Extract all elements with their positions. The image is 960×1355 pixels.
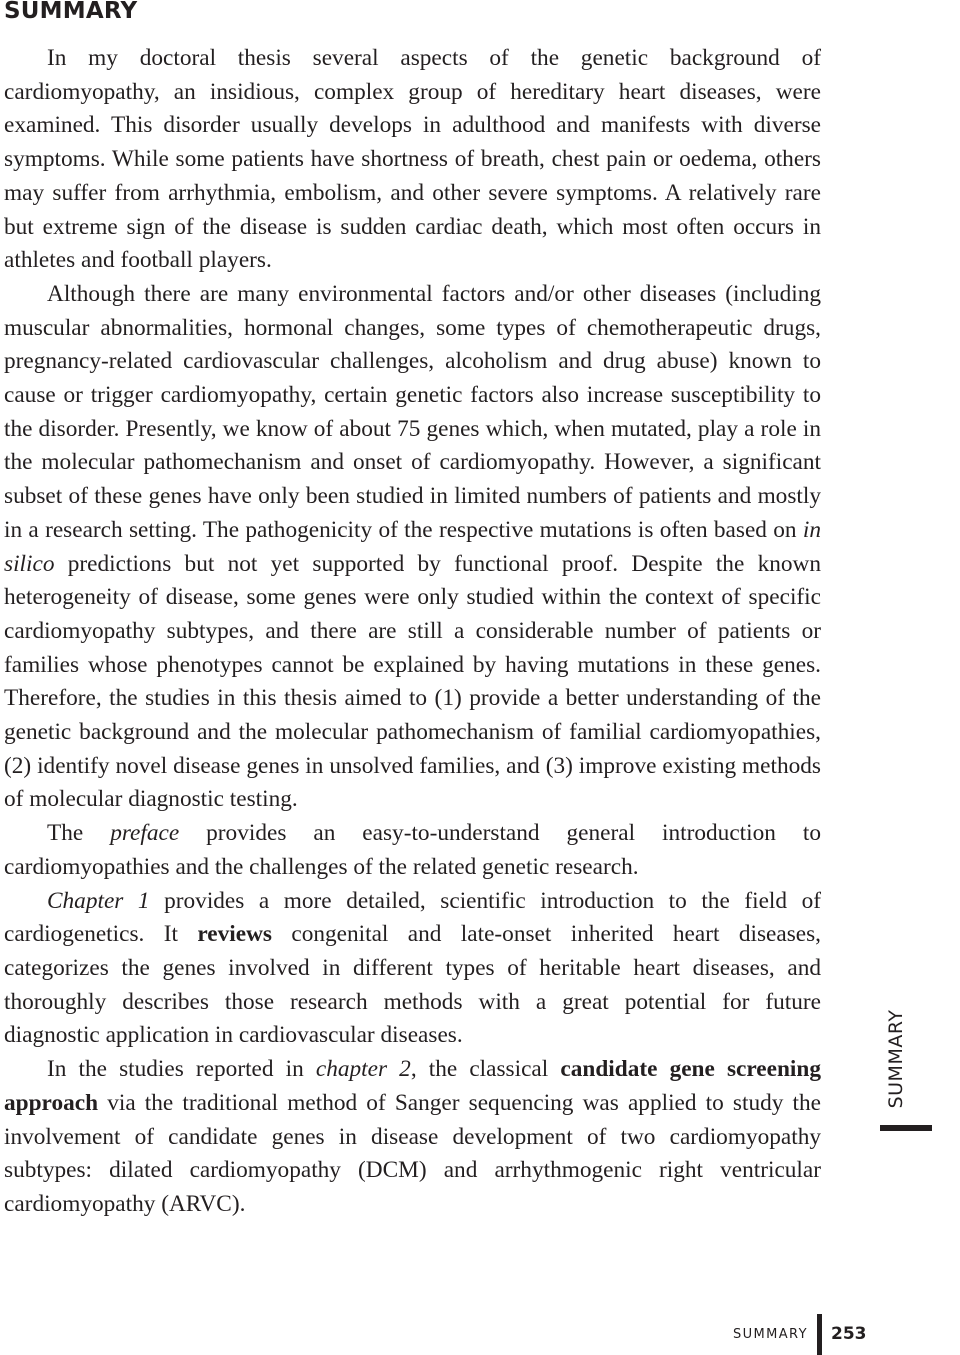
paragraph-1: In my doctoral thesis several aspects of the genetic background of cardiomyopathy, an insidious, complex group of hereditary heart diseases, were examined. This disorder usually develops in adulthood and manifests with diverse symptoms. While some patients have shortness of breath, chest pain or oedema, others may suffer from arrhythmia, embolism, and other severe symptoms. A relatively rare but extreme sign of the disease is sudden cardiac death, which most often occurs in athletes and football players. — [4, 45, 821, 274]
paragraph-2 — [4, 278, 821, 817]
paragraph-3-italic: preface — [110, 820, 180, 847]
paragraph-3-text-b: provides an easy-to-understand general introduction to cardiomyopathies and the challenges of the related genetic research. — [4, 820, 821, 880]
paragraph-4 — [4, 885, 821, 1054]
page-number: 253 — [831, 1324, 867, 1344]
paragraph-2-text-b: predictions but not yet supported by functional proof. Despite the known heterogeneity of disease, some genes were only studied within the context of specific cardiomyopathy subtypes, and there are still a considerable number of patients or families whose phenotypes cannot be explained by having mutations in these genes. Therefore, the studies in this thesis aimed to (1) provide a better understanding of the genetic background and the molecular pathomechanism of familial cardiomyopathies, (2) identify novel disease genes in unsolved families, and (3) improve existing methods of molecular diagnostic testing. — [4, 550, 821, 813]
paragraph-4-text-a: provides a more detailed, scientific introduction to the field of cardiogenetics. It — [4, 887, 821, 948]
section-side-tab — [876, 996, 932, 1132]
paragraph-2-text-a: Although there are many environmental factors and/or other diseases (including muscular abnormalities, hormonal changes, some types of chemotherapeutic drugs, pregnancy-related cardiovascular challenges, alcoholism and drug abuse) known to cause or trigger cardiomyopathy, certain genetic factors also increase susceptibility to the disorder. Presently, we know of about 75 genes which, when mutated, play a role in the molecular pathomechanism and onset of cardiomyopathy. However, a significant subset of these genes have only been studied in limited numbers of patients and mostly in a research setting. The pathogenicity of the respective mutations is often based on — [4, 280, 821, 543]
footer-section-label: SUMMARY — [732, 1327, 808, 1342]
paragraph-5-bold: candidate gene screening approach — [4, 1056, 822, 1116]
paragraph-5-italic: chapter 2 — [315, 1056, 411, 1083]
paragraph-2-italic: in silico — [4, 516, 821, 577]
paragraph-4-italic: Chapter 1 — [47, 887, 150, 914]
paragraph-5-text-c: via the traditional method of Sanger sequencing was applied to study the involvement of candidate genes in disease development of two cardiomyopathy subtypes: dilated cardiomyopathy (DCM) and arrhythmogenic right ventricular cardiomyopathy (ARVC). — [4, 1089, 821, 1217]
paragraph-4-text-b: congenital and late-onset inherited heart diseases, categorizes the genes involved in different types of heritable heart diseases, and thoroughly describes those research methods with a great potential for future diagnostic application in cardiovascular diseases. — [4, 921, 822, 1049]
side-tab-label: SUMMARY — [885, 1009, 907, 1109]
side-tab-rule — [880, 1125, 932, 1131]
paragraph-3-text-a: The — [47, 820, 111, 847]
paragraph-5 — [4, 1053, 821, 1222]
footer-divider — [817, 1314, 822, 1355]
paragraph-3 — [4, 817, 821, 884]
paragraph-5-text-b: , the classical — [410, 1056, 561, 1083]
summary-body — [4, 42, 821, 1222]
section-heading: SUMMARY — [4, 0, 138, 24]
paragraph-5-text-a: In the studies reported in — [47, 1056, 316, 1083]
paragraph-4-bold: reviews — [197, 921, 272, 948]
